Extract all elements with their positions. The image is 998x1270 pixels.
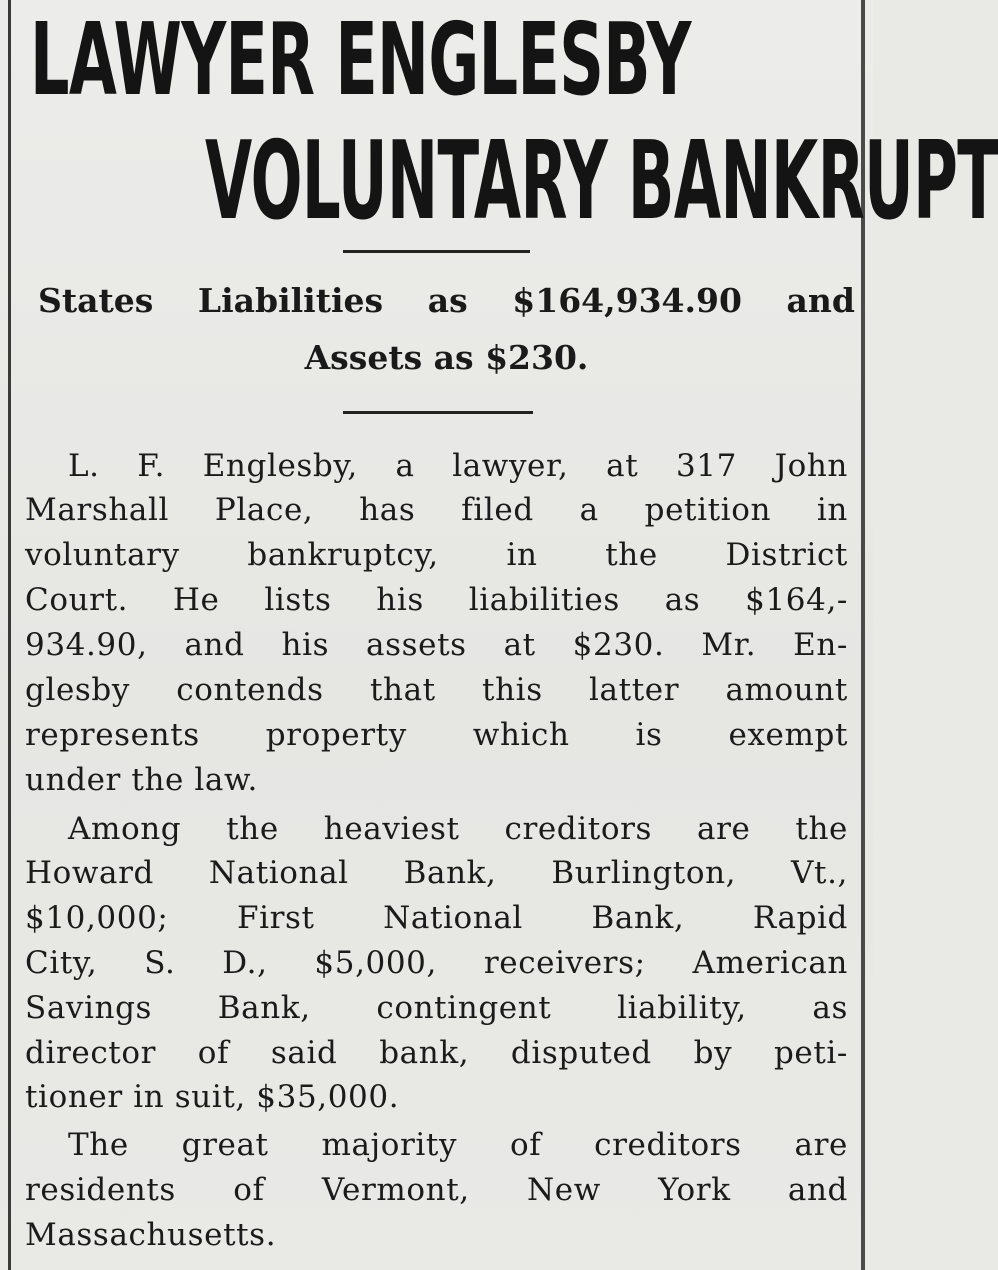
headline-divider (343, 250, 530, 253)
body-line: Howard National Bank, Burlington, Vt., (25, 855, 848, 891)
body-line: under the law. (25, 762, 258, 798)
deck-line-2: Assets as $230. (304, 338, 589, 377)
body-line: residents of Vermont, New York and (25, 1172, 848, 1208)
body-line: Court. He lists his liabilities as $164,- (25, 582, 848, 618)
body-line: represents property which is exempt (25, 717, 848, 753)
body-line: $10,000; First National Bank, Rapid (25, 900, 848, 936)
body-line: 934.90, and his assets at $230. Mr. En- (25, 627, 848, 663)
body-line: voluntary bankruptcy, in the District (25, 537, 848, 573)
deck-divider (343, 411, 533, 414)
body-line: Marshall Place, has filed a petition in (25, 492, 848, 528)
body-line: Massachusetts. (25, 1217, 277, 1253)
body-line: glesby contends that this latter amount (25, 672, 848, 708)
body-line: director of said bank, disputed by peti- (25, 1035, 848, 1071)
body-line: L. F. Englesby, a lawyer, at 317 John (68, 448, 848, 484)
body-line: tioner in suit, $35,000. (25, 1079, 400, 1115)
headline-line-1: LAWYER ENGLESBY (30, 1, 691, 118)
headline-line-2: VOLUNTARY BANKRUPT (205, 119, 998, 244)
column-rule-left (8, 0, 11, 1270)
body-line: The great majority of creditors are (68, 1127, 848, 1163)
deck-line-1: States Liabilities as $164,934.90 and (38, 281, 855, 320)
body-line: Savings Bank, contingent liability, as (25, 990, 848, 1026)
body-line: Among the heaviest creditors are the (68, 811, 848, 847)
body-line: City, S. D., $5,000, receivers; American (25, 945, 848, 981)
